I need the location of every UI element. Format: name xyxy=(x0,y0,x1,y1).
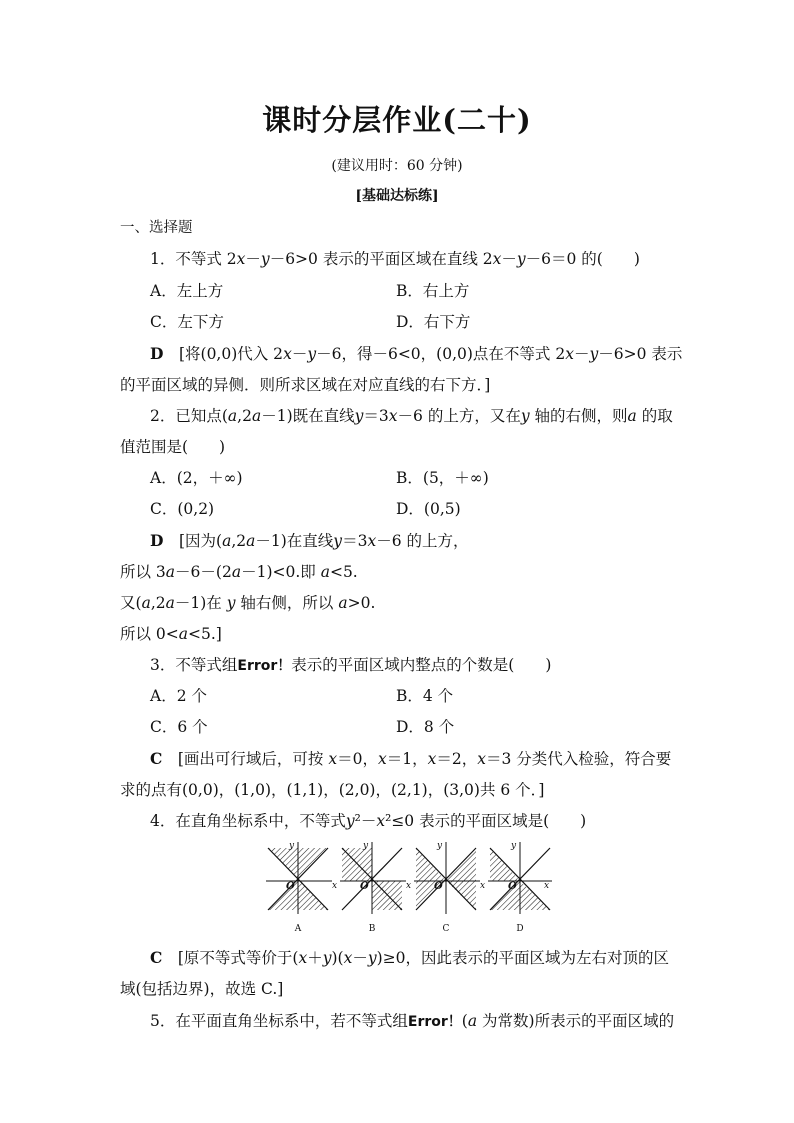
part-heading: 一、选择题 xyxy=(120,220,193,236)
q1-option-d: D．右下方 xyxy=(396,313,471,331)
figure-panel-c xyxy=(414,842,480,914)
panel-b-origin: O xyxy=(360,881,369,892)
q1-answer-cont: 的平面区域的异侧．则所求区域在对应直线的右下方．] xyxy=(120,376,491,394)
panel-a-origin: O xyxy=(286,881,295,892)
q4-stem: 4．在直角坐标系中，不等式y²－x²≤0 表示的平面区域是( ) xyxy=(150,812,587,830)
q3-option-c: C．6 个 xyxy=(150,718,208,736)
q3-option-d: D．8 个 xyxy=(396,718,455,736)
q2-answer-line2: 所以 3a－6－(2a－1)<0.即 a<5. xyxy=(120,563,358,581)
q1-option-a: A．左上方 xyxy=(150,282,224,300)
panel-c-x-label: x xyxy=(480,881,486,891)
panel-b-x-label: x xyxy=(406,881,412,891)
figure-panel-b xyxy=(340,842,406,914)
figure-panel-a xyxy=(266,842,332,914)
q2-option-b: B．(5，＋∞) xyxy=(396,469,489,487)
panel-c-origin: O xyxy=(434,881,443,892)
panel-a-label: A xyxy=(294,924,302,934)
q1-option-c: C．左下方 xyxy=(150,313,224,331)
panel-a-y-label: y xyxy=(289,841,295,851)
q4-answer-cont: 域(包括边界)，故选 C.] xyxy=(120,980,284,998)
panel-c-label: C xyxy=(442,924,450,934)
q2-answer-line4: 所以 0<a<5.] xyxy=(120,625,222,643)
q2-option-c: C．(0,2) xyxy=(150,500,215,518)
section-label: [基础达标练] xyxy=(355,188,439,204)
q3-stem: 3．不等式组Error！表示的平面区域内整点的个数是( ) xyxy=(150,656,552,674)
panel-b-label: B xyxy=(368,924,376,934)
panel-c-y-label: y xyxy=(437,841,443,851)
panel-d-x-label: x xyxy=(544,881,550,891)
q2-stem: 2．已知点(a,2a－1)既在直线y＝3x－6 的上方，又在y 轴的右侧，则a 的取 xyxy=(150,407,673,425)
q3-option-b: B．4 个 xyxy=(396,687,454,705)
q3-option-a: A．2 个 xyxy=(150,687,207,705)
q1-answer: D [将(0,0)代入 2x－y－6，得－6<0，(0,0)点在不等式 2x－y－6>0 表示 xyxy=(150,344,683,363)
panel-d-origin: O xyxy=(508,881,517,892)
q5-stem: 5．在平面直角坐标系中，若不等式组Error！(a 为常数)所表示的平面区域的 xyxy=(150,1012,675,1030)
q1-stem: 1．不等式 2x－y－6>0 表示的平面区域在直线 2x－y－6＝0 的( ) xyxy=(150,250,640,268)
panel-a-x-label: x xyxy=(332,881,338,891)
q1-option-b: B．右上方 xyxy=(396,282,470,300)
panel-d-label: D xyxy=(516,924,524,934)
page-title: 课时分层作业(二十) xyxy=(262,103,532,137)
figure-panel-d xyxy=(488,842,552,914)
q2-option-a: A．(2，＋∞) xyxy=(150,469,243,487)
q2-option-d: D．(0,5) xyxy=(396,500,461,518)
panel-d-y-label: y xyxy=(511,841,517,851)
q4-answer: C [原不等式等价于(x＋y)(x－y)≥0，因此表示的平面区域为左右对顶的区 xyxy=(150,948,670,967)
panel-b-y-label: y xyxy=(363,841,369,851)
q2-answer-line3: 又(a,2a－1)在 y 轴右侧，所以 a>0. xyxy=(120,594,376,612)
q2-stem-cont: 值范围是( ) xyxy=(120,438,226,456)
q2-answer: D [因为(a,2a－1)在直线y＝3x－6 的上方， xyxy=(150,531,469,550)
q4-options-figure xyxy=(262,838,552,936)
q3-answer: C [画出可行域后，可按 x＝0，x＝1，x＝2，x＝3 分类代入检验，符合要 xyxy=(150,749,672,768)
time-hint: (建议用时：60 分钟) xyxy=(331,158,463,174)
q3-answer-cont: 求的点有(0,0)，(1,0)，(1,1)，(2,0)，(2,1)，(3,0)共 6 个．] xyxy=(120,781,545,799)
